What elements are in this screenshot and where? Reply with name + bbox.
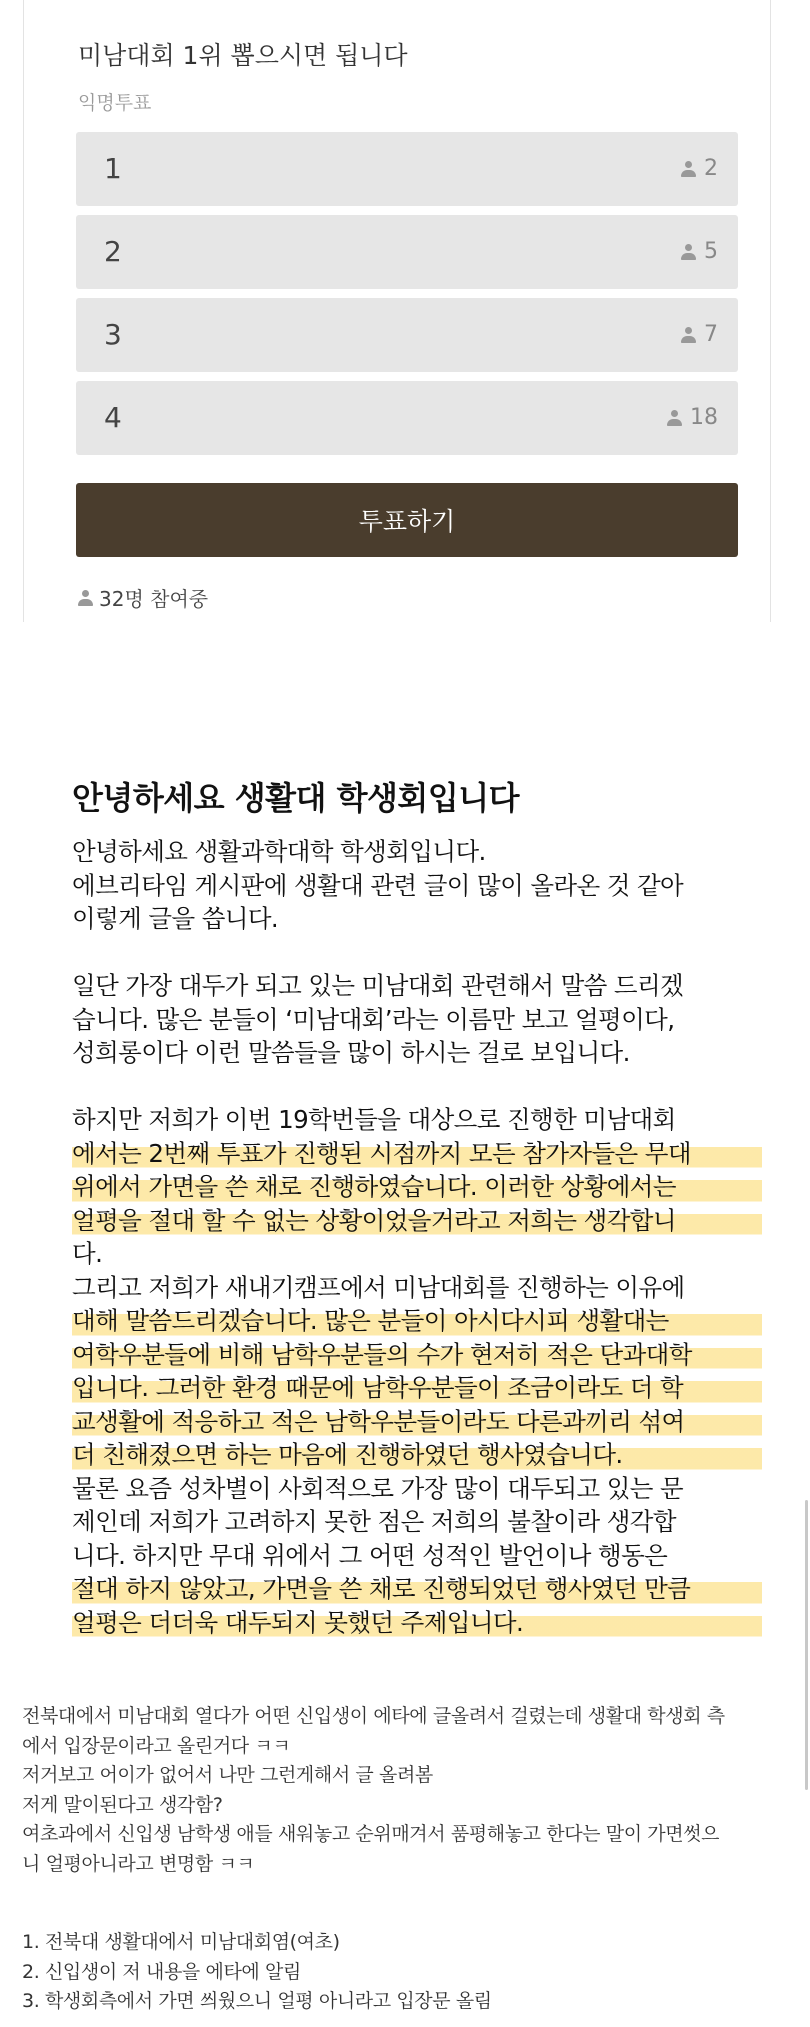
person-icon bbox=[78, 590, 93, 606]
notice-line: 하지만 저희가 이번 19학번들을 대상으로 진행한 미남대회 bbox=[72, 1105, 676, 1134]
notice-line: 그리고 저희가 새내기캠프에서 미남대회를 진행하는 이유에 bbox=[72, 1272, 685, 1302]
poll-option-label: 3 bbox=[104, 318, 122, 351]
comment-line: 전북대에서 미남대회 열다가 어떤 신입생이 에타에 글올려서 걸렸는데 생활대 학생회 측 bbox=[22, 1705, 725, 1727]
notice-paragraph-3 bbox=[72, 1103, 762, 1639]
comment-line: 에서 입장문이라고 올린거다 ㅋㅋ bbox=[22, 1734, 291, 1757]
comment-line: 니 얼평아니라고 변명함 ㅋㅋ bbox=[22, 1852, 255, 1875]
notice-line-highlighted: 에서는 2번째 투표가 진행된 시점까지 모든 참가자들은 무대 bbox=[72, 1137, 762, 1171]
poll-option-label: 4 bbox=[104, 401, 122, 434]
scrollbar-thumb[interactable] bbox=[805, 1500, 808, 1790]
vote-count: 2 bbox=[704, 156, 718, 181]
poll-type-label: 익명투표 bbox=[78, 92, 152, 114]
poll-option-4[interactable] bbox=[76, 381, 738, 455]
notice-line: 다. bbox=[72, 1239, 103, 1268]
notice-line: 제인데 저희가 고려하지 못한 점은 저희의 불찰이라 생각합 bbox=[72, 1507, 676, 1536]
poll-option-label: 2 bbox=[104, 235, 122, 268]
notice-line-highlighted: 얼평은 더더욱 대두되지 못했던 주제입니다. bbox=[72, 1606, 762, 1640]
notice-line: 성희롱이다 이런 말씀들을 많이 하시는 걸로 보입니다. bbox=[72, 1038, 630, 1067]
notice-line-highlighted: 절대 하지 않았고, 가면을 쓴 채로 진행되었던 행사였던 만큼 bbox=[72, 1572, 762, 1606]
notice-line-highlighted: 위에서 가면을 쓴 채로 진행하였습니다. 이러한 상황에서는 bbox=[72, 1170, 762, 1204]
comment-line: 여초과에서 신입생 남학생 애들 새워놓고 순위매겨서 품평해놓고 한다는 말이 가면썻으 bbox=[22, 1823, 720, 1845]
notice-line: 안녕하세요 생활과학대학 학생회입니다. bbox=[72, 837, 486, 866]
comment-block-1 bbox=[22, 1702, 792, 1879]
vote-count: 5 bbox=[704, 239, 718, 264]
notice-paragraph-2 bbox=[72, 969, 762, 1070]
poll-option-label: 1 bbox=[104, 152, 122, 185]
notice-line: 니다. 하지만 무대 위에서 그 어떤 성적인 발언이나 행동은 bbox=[72, 1540, 668, 1570]
notice-title: 안녕하세요 생활대 학생회입니다 bbox=[72, 779, 520, 817]
comment-line: 2. 신입생이 저 내용을 에타에 알림 bbox=[22, 1960, 301, 1983]
poll-option-3[interactable] bbox=[76, 298, 738, 372]
vote-count: 7 bbox=[704, 322, 718, 347]
notice-line: 물론 요즘 성차별이 사회적으로 가장 많이 대두되고 있는 문 bbox=[72, 1473, 684, 1503]
notice-line-highlighted: 대해 말씀드리겠습니다. 많은 분들이 아시다시피 생활대는 bbox=[72, 1304, 762, 1338]
notice-line-highlighted: 더 친해졌으면 하는 마음에 진행하였던 행사였습니다. bbox=[72, 1438, 762, 1472]
comment-line: 저게 말이된다고 생각함? bbox=[22, 1793, 223, 1816]
vote-count: 18 bbox=[690, 405, 718, 430]
comment-line: 1. 전북대 생활대에서 미남대회염(여초) bbox=[22, 1931, 340, 1953]
poll-option-1[interactable] bbox=[76, 132, 738, 206]
participants-label: 32명 참여중 bbox=[99, 587, 209, 611]
comment-block-2 bbox=[22, 1928, 792, 2017]
poll-option-2[interactable] bbox=[76, 215, 738, 289]
poll-card bbox=[23, 0, 771, 622]
poll-option-count bbox=[681, 156, 718, 181]
poll-option-count bbox=[681, 239, 718, 264]
notice-paragraph-1 bbox=[72, 835, 762, 936]
notice-line-highlighted: 여학우분들에 비해 남학우분들의 수가 현저히 적은 단과대학 bbox=[72, 1338, 762, 1372]
notice-line: 습니다. 많은 분들이 ‘미남대회’라는 이름만 보고 얼평이다, bbox=[72, 1004, 675, 1034]
person-icon bbox=[681, 161, 696, 177]
poll-title: 미남대회 1위 뽑으시면 됩니다 bbox=[78, 41, 408, 70]
person-icon bbox=[681, 244, 696, 260]
poll-option-count bbox=[667, 405, 718, 430]
person-icon bbox=[681, 327, 696, 343]
comment-line: 3. 학생회측에서 가면 씌웠으니 얼평 아니라고 입장문 올림 bbox=[22, 1990, 492, 2012]
person-icon bbox=[667, 410, 682, 426]
notice-line: 에브리타임 게시판에 생활대 관련 글이 많이 올라온 것 같아 bbox=[72, 870, 684, 900]
poll-option-count bbox=[681, 322, 718, 347]
participants-count bbox=[78, 583, 208, 612]
notice-line: 이렇게 글을 씁니다. bbox=[72, 904, 279, 933]
comment-line: 저거보고 어이가 없어서 나만 그런게해서 글 올려봄 bbox=[22, 1764, 433, 1786]
notice-line: 일단 가장 대두가 되고 있는 미남대회 관련해서 말씀 드리겠 bbox=[72, 971, 684, 1000]
notice-line-highlighted: 얼평을 절대 할 수 없는 상황이었을거라고 저희는 생각합니 bbox=[72, 1204, 762, 1238]
notice-line-highlighted: 교생활에 적응하고 적은 남학우분들이라도 다른과끼리 섞여 bbox=[72, 1405, 762, 1439]
vote-button[interactable]: 투표하기 bbox=[76, 483, 738, 557]
notice-line-highlighted: 입니다. 그러한 환경 때문에 남학우분들이 조금이라도 더 학 bbox=[72, 1371, 762, 1405]
